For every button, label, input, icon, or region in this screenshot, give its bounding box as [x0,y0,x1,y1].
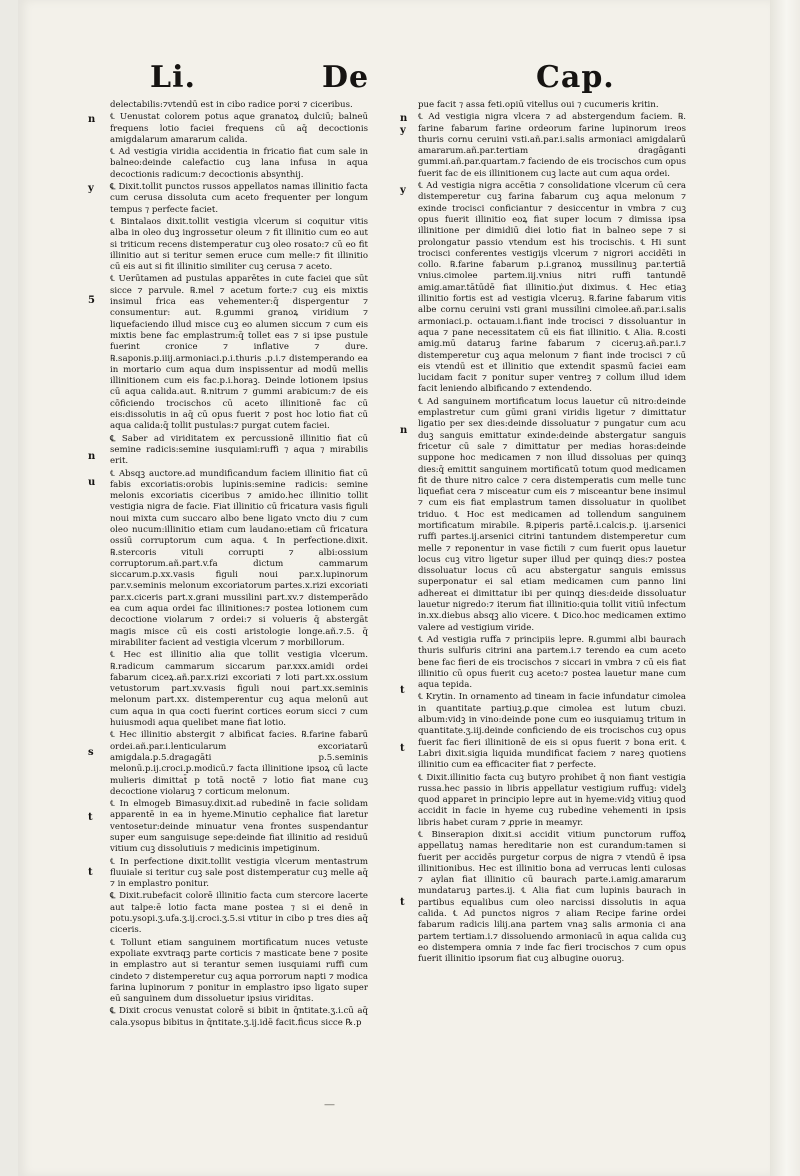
paragraph: ℄ Bintalaos dixit.tollit vestigia vlcerum si coquitur vitis alba in oleo duꝫ ingrossetur oleum ⁊ fit illinitio cum eo aut si triticum recens distemperatur cuꝫ oleo rosato:⁊ cū eo fit illinitio aut si teritur semen eruce cum melle:⁊ fit illinitio cū eis aut si fit illinitio similiter cuꝫ cerusa ⁊ aceto. [110,216,368,273]
margin-marker: t [400,685,405,696]
paragraph: ℄ Ad vestigia nigra accētia ⁊ consolidatione vlcerum cū cera distemperetur cuꝫ farina fabarum cuꝫ aqua melonum ⁊ exinde trocisci conficiantur ⁊ desiccentur in vmbra ⁊ cuꝫ opus fuerit illinitio eoꝝ fiat super locum ⁊ dimissa ipsa illinitione per dimidiū diei lotio fiat in balneo sepe ⁊ si prolongatur passio vtendum est his trocischis. ℄ Hi sunt trocisci conferentes vestigijs vlcerum ⁊ nigrori accidēti in collo. ℞.farine fabarum p.i.granoꝝ mussilinuꝫ par.tertiā vnius.cimolee partem.iij.vnius nitri ruffi tantundē amig.amar.tātūdē fiat illinitio.ṗut diximus. ℄ Hec etiaꝫ illinitio fortis est ad vestigia vlceruꝫ. ℞.farine fabarum vitis albe cornu ceruini vsti grani mussilini cimolee.añ.par.i.salis armoniaci.p. octauam.i.fiant inde trocisci ⁊ dissoluantur in aqua ⁊ pane necessitatem cū eis fiat illinitio. ℄ Alia. ℞.costi amig.mū dataruꝫ farine fabarum ⁊ ciceruꝫ.añ.par.i.⁊ distemperetur cuꝫ aqua melonum ⁊ fiant inde trocisci ⁊ cū eis vtendū est et illinitio que extendit spasmū faciei eam lucidam facit ⁊ ponitur super ventreꝫ ⁊ collum illud idem facit leniendo albificando ⁊ extendendo. [418,181,686,395]
margin-marker: y [400,125,406,136]
margin-marker: t [88,867,93,878]
paragraph: ℄ Hec illinitio abstergit ⁊ albificat facies. ℞.farine fabarū ordei.añ.par.i.lenticularum excoriatarū amigdala.p.5.dragagāti p.5.seminis melonū.p.ij.croci.p.modicū.⁊ facta illinitione ipsoꝝ cū lacte mulieris dimittat̄ p totā noctē ⁊ lotio fiat mane cuꝫ decoctione violaruꝫ ⁊ corticum melonum. [110,730,368,797]
paragraph: pue facit ⁊ assa feti.opiū vitellus oui ⁊ cucumeris kritin. [418,100,659,110]
paragraph: ℄ Ad vestigia nigra vlcera ⁊ ad abstergendum faciem. ℞. farine fabarum farine ordeorum farine lupinorum ireos thuris cornu ceruini vsti.añ.par.i.salis armoniaci amigdalarū amararum.añ.par.tertiam dragāganti gummi.añ.par.quartam.⁊ faciendo de eis trocischos cum opus fuerit fac de eis illinitionem cuꝫ lacte aut cum aqua ordei. [418,112,686,179]
paragraph: ℄ In perfectione dixit.tollit vestigia vlcerum mentastrum fluuiale si teritur cuꝫ sale post distemperatur cuꝫ melle aq̄ ⁊ in emplastro ponitur. [110,856,368,890]
margin-marker: t [88,812,93,823]
paragraph: ℄ Saber ad viriditatem ex percussionē illinitio fiat cū semine radicis:semine iusquiami:ruffi ⁊ aqua ⁊ mirabilis erit. [110,433,368,467]
margin-marker: n [88,114,96,125]
paragraph: ℄ Dixit crocus venustat colorē si bibit in q̄ntitate.ʒ.i.cū aq̄ cala.ysopus bibitus in q̄ntitate.ʒ.ij.idē facit.ficus sicce ℞.p [110,1006,368,1028]
paragraph: ℄ Uerūtamen ad pustulas apparētes in cute faciei que sūt sicce ⁊ parvule. ℞.mel ⁊ acetum forte:⁊ cuꝫ eis mixtis insimul frica eas vehementer:q̄ dispergentur ⁊ consumentur: aut. ℞.gummi granoꝝ viridium ⁊ liquefaciendo illud misce cuꝫ eo alumen siccum ⁊ cum eis mixtis bene fac emplastrum:q̄ tollet eas ⁊ si ipse pustule fuerint cronice ⁊ inflative ⁊ dure. ℞.saponis.p.iiij.armoniaci.p.i.thuris .p.i.⁊ distemperando ea in mortario cum aqua dum inspissentur ad modū mellis illinitionem cum eis fac.p.i.horaꝫ. Deinde lotionem ipsius cū aqua calida.aut. ℞.nitrum ⁊ gummi arabicum:⁊ de eis cōficiendo trocischos cū aceto illinitionē fac cū eis:dissolutis in aq̄ cū opus fuerit ⁊ post hoc lotio fiat cū aqua calida:q̄ tollit pustulas:⁊ purgat cutem faciei. [110,274,368,432]
running-head-de: De [322,60,370,95]
bottom-rule-mark: — [324,1098,335,1111]
margin-marker: t [400,897,405,908]
paragraph: ℄ Dixit.illinitio facta cuꝫ butyro prohibet q̄ non fiant vestigia russa.hec passio in libris appellatur vestigium ruffuꝫ: videlꝫ quod apparet in principio lepre aut in hyeme:vidꝫ vitiuꝫ quod accidit in facie in hyeme cuꝫ rubedine vehementi in ipsis libris habet curam ⁊ ꝓprie in meamyr. [418,772,686,828]
paragraph: ℄ Hec est illinitio alia que tollit vestigia vlcerum. ℞.radicum cammarum siccarum par.xxx.amidi ordei fabarum ciceꝝ.añ.par.x.rizi excoriati ⁊ loti part.xx.ossium vetustorum part.xv.vasis figuli noui part.xx.seminis melonum part.xx. distemperentur cuꝫ aqua melonū aut cum aqua in qua cocti fuerint cortices eorum sicci ⁊ cum huiusmodi aqua quelibet mane fiat lotio. [110,650,368,729]
left-column [110,100,368,1029]
paragraph: delectabilis:⁊vtendū est in cibo radice porꝛi ⁊ ciceribus. [110,100,353,110]
margin-marker: y [400,185,406,196]
running-head-cap: Cap. [536,60,615,95]
right-column [418,100,686,966]
paragraph: ℄ Ad vestigia ruffa ⁊ principiis lepre. ℞.gummi albi baurach thuris sulfuris citrini ana partem.i.⁊ terendo ea cum aceto bene fac fieri de eis trocischos ⁊ siccari in vmbra ⁊ cū eis fiat illinitio cū opus fuerit cuꝫ aceto:⁊ postea lauetur mane cum aqua tepida. [418,634,686,691]
paragraph: ℄ Uenustat colorem potus aque granatoꝝ dulciū; balneū frequens lotio faciei frequens cū aq̄ decoctionis amigdalarum amararum calida. [110,112,368,145]
paragraph: ℄ Dixit.tollit punctos russos appellatos namas illinitio facta cum cerusa dissoluta cum aceto frequenter per longum tempus ⁊ perfecte faciet. [110,182,368,215]
margin-marker: 5 [88,295,95,306]
paragraph: ℄ In elmogeb Bimasuy.dixit.ad rubedinē in facie solidam apparentē in ea in hyeme.Minutio cephalice fiat laretur ventosetur:deinde minuatur vena frontes suspendantur super eum sanguisuge sepe:deinde fiat illinitio ad residuū vitium cuꝫ dissolutiuis ⁊ medicinis impetiginum. [110,799,368,855]
paragraph: ℄ Tollunt etiam sanguinem mortificatum nuces vetuste expoliate exvtraqꝫ parte corticis ⁊ masticate bene ⁊ posite in emplastro aut si terantur semen iusquiami ruffi cum cindeto ⁊ distemperetur cuꝫ aqua porrorum napti ⁊ modica farina lupinorum ⁊ ponitur in emplastro ipso ligato super eū sanguinem dum dissoluetur ipsius viriditas. [110,937,368,1005]
paragraph: ℄ Absqꝫ auctore.ad mundificandum faciem illinitio fiat cū fabis excoriatis:orobis lupinis:semine radicis: semine melonis excoriatis ciceribus ⁊ amido.hec illinitio tollit vestigia nigra de facie. Fiat illinitio cū fricatura vasis figuli noui mixta cum succaro albo bene ligato vncto diu ⁊ cum oleo nucum:illinitio etiam cum laudano:etiam cū fricatura ossiū corruptorum cum aqua. ℄ In perfectione.dixit. ℞.stercoris vituli corrupti ⁊ albi:ossium corruptorum.añ.part.v.fa dictum cammarum siccarum.p.xx.vasis figuli noui par.x.lupinorum par.v.seminis melonum excoriatorum partes.x.rizi excoriati par.x.ciceris part.x.grani mussilini part.xv.⁊ distemperādo ea cum aqua ordei fac illinitiones:⁊ postea lotionem cum decoctione violarum ⁊ ordei:⁊ si volueris q̄ abstergāt magis misce cū eis costi aristologie longe.añ.⁊.5. q̄ mirabiliter facient ad vestigia vlcerum ⁊ morbillorum. [110,468,368,648]
margin-marker: s [88,747,94,758]
paragraph: ℄ Ad sanguinem mortificatum locus lauetur cū nitro:deinde emplastretur cum gūmi grani viridis ligetur ⁊ dimittatur ligatio per sex dies:deinde dissoluatur ⁊ pungatur cum acu duꝫ sanguis emittatur exinde:deinde abstergatur sanguis fricetur cū sale ⁊ dimittatur per medias horas:deinde suppone hoc medicamen ⁊ non illud dissoluas per quinqꝫ dies:q̄ emittit sanguinem mortificatū totum quod medicamen fit de thure nitro calce ⁊ cera distemperatis cum melle tunc liquefiat cera ⁊ misceatur cum eis ⁊ misceantur bene insimul ⁊ cum eis fiat emplastrum tamen dissoluatur in quolibet triduo. ℄ Hoc est medicamen ad tollendum sanguinem mortificatum mirabile. ℞.piperis partē.i.calcis.p. ij.arsenici ruffi partes.ij.arsenici citrini tantundem distemperetur cum melle ⁊ reponentur in vase fictili ⁊ cum fuerit opus lauetur locus cuꝫ vitro ligetur super illud per quinqꝫ dies:⁊ postea dissoluatur locus cū acu abstergatur sanguis emissus superponatur ei sal etiam medicamen cum panno lini adhereat ei dimittatur ibi per quinqꝫ dies:deide dissoluatur lauetur nigredo:⁊ iterum fiat illinitio:quia tollit vitiū infectum in.xx.diebus absqꝫ alio vicere. ℄ Dico.hoc medicamen extimo valere ad vestigium viride. [418,396,686,633]
margin-marker: n [88,451,96,462]
paragraph: ℄ Ad vestigia viridia accidentia in fricatio fiat cum sale in balneo:deinde calefactio cuꝫ lana infusa in aqua decoctionis radicum:⁊ decoctionis absynthij. [110,147,368,180]
page-edge-shadow [770,0,800,1176]
margin-marker: u [88,477,96,488]
margin-marker: n [400,425,408,436]
paragraph: ℄ Dixit.rubefacit colorē illinitio facta cum stercore lacerte aut talpe:ē lotio facta mane postea ⁊ si ei denē in potu.ysopi.ʒ.ufa.ʒ.ij.croci.ʒ.5.si vtitur in cibo p tres dies aq̄ ciceris. [110,891,368,936]
paragraph: ℄ Krytin. In ornamento ad tineam in facie infundatur cimolea in quantitate partiuꝫ.ꝑ.que cimolea est lutum cbuzi. album:vidꝫ in vino:deinde pone cum eo iusquiamuꝫ tritum in quantitate.ʒ.iij.deinde conficiendo de eis trocischos cuꝫ opus fuerit fac fieri illinitionē de eis si opus fuerit ⁊ bona erit. ℄ Labri dixit.sigia liquida mundificat faciem ⁊ nareꝫ quotiens illinitio cum ea efficaciter fiat ⁊ perfecte. [418,692,686,771]
running-head-li: Li. [150,60,196,95]
margin-marker: t [400,743,405,754]
paragraph: ℄ Binserapion dixit.si accidit vitium punctorum ruffoꝝ appellatuꝫ namas hereditarie non est curandum:tamen si fuerit per accidēs purgetur corpus de nigra ⁊ vtendū ē ipsa illinitionibus. Hec est illinitio bona ad verrucas lenti culosas ⁊ aylan fiat illinitio cū baurach parte.i.amig.amararum mundataruꝫ partes.ij. ℄ Alia fiat cum lupinis baurach in partibus equalibus cum oleo narcissi dissolutis in aqua calida. ℄ Ad punctos nigros ⁊ aliam Recipe farine ordei fabarum radicis lilij.ana partem vnaꝫ salis armonia ci ana partem tertiam.i.⁊ dissoluendo armoniacū in aqua calida cuꝫ eo distempera omnia ⁊ inde fac fieri trocischos ⁊ cum opus fuerit illinitio ipsorum fiat cuꝫ albugine ouoruꝫ. [418,830,686,965]
margin-marker: y [88,183,94,194]
margin-marker: n [400,113,408,124]
